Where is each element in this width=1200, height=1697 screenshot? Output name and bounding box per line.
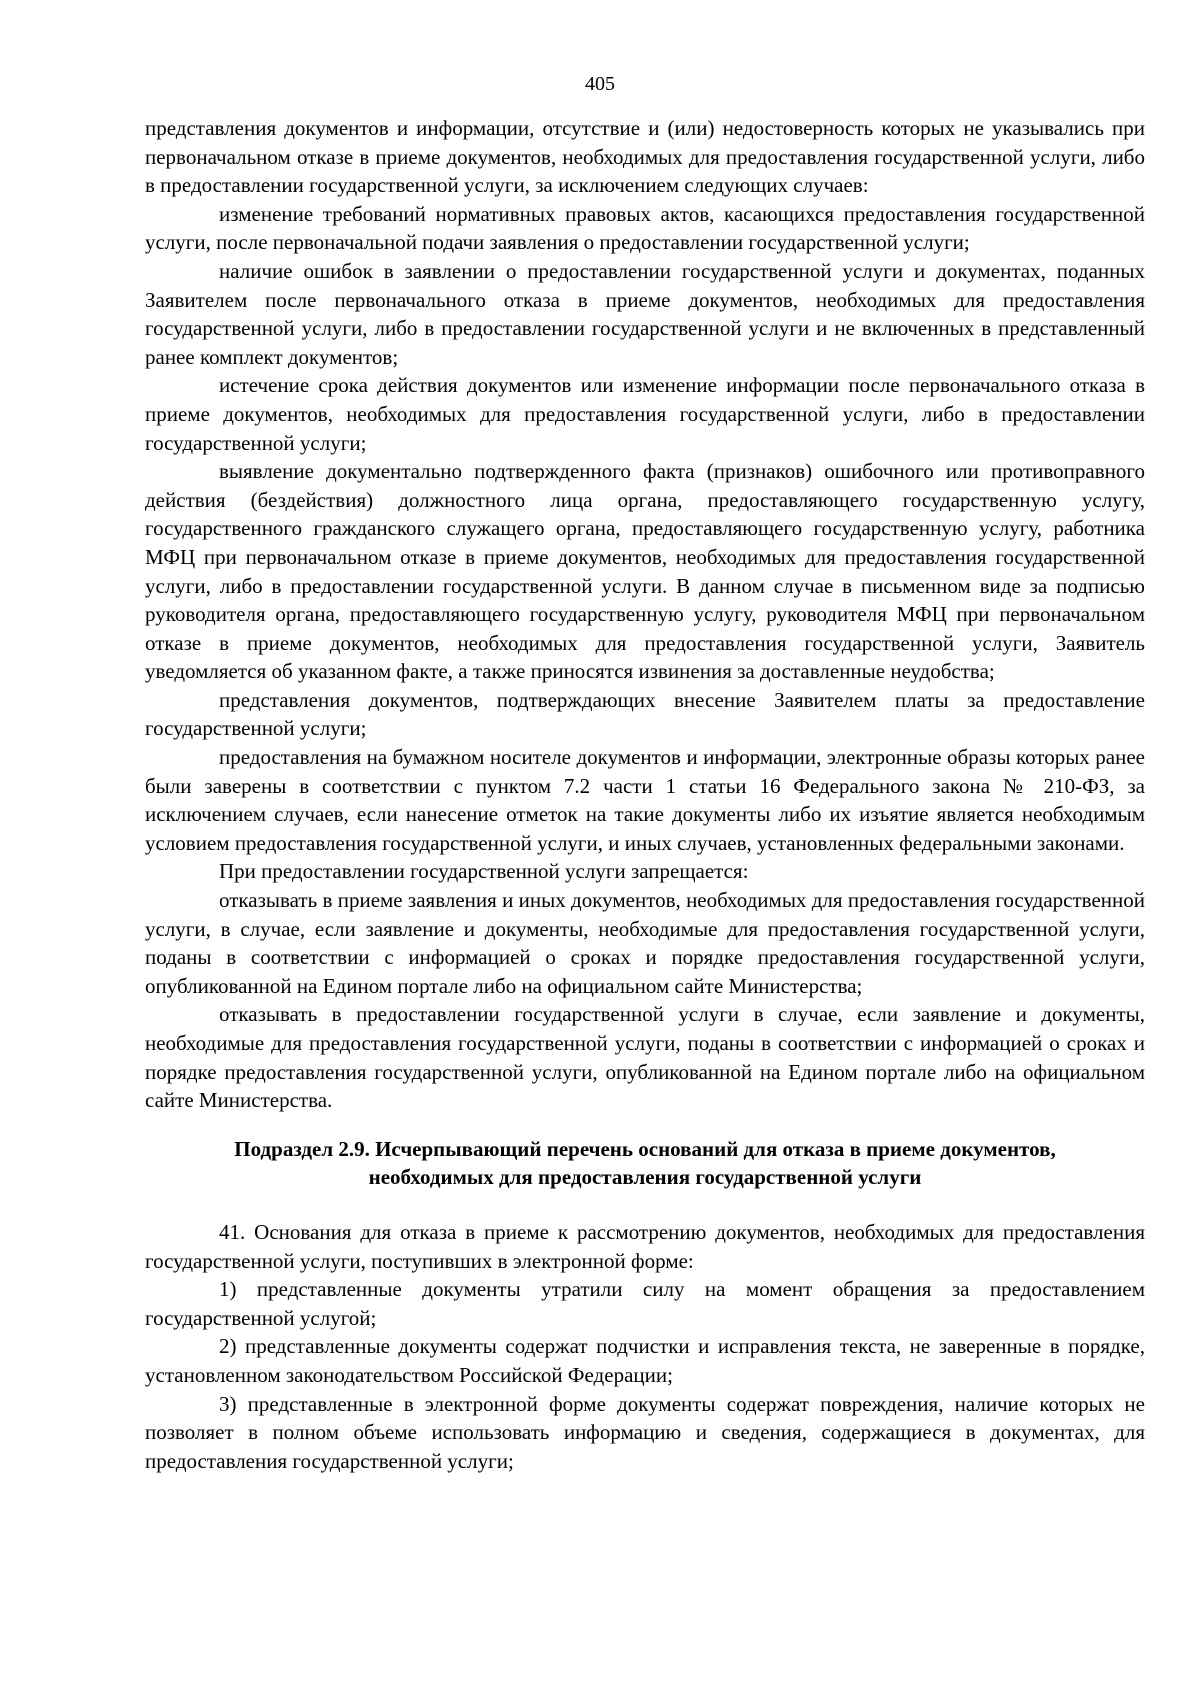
section-heading-line: необходимых для предоставления государственной услуги xyxy=(368,1165,922,1190)
paragraph: отказывать в предоставлении государственной услуги в случае, если заявление и документы, необходимые для предоставления государственной услуги, поданы в соответствии с информацией о сроках и порядке предоставления государственной услуги, опубликованной на Едином портале либо на официальном сайте Министерства. xyxy=(145,1002,1145,1113)
paragraph: изменение требований нормативных правовых актов, касающихся предоставления государственной услуги, после первоначальной подачи заявления о предоставлении государственной услуги; xyxy=(145,201,1145,255)
paragraph: 1) представленные документы утратили силу на момент обращения за предоставлением государственной услугой; xyxy=(145,1277,1145,1330)
section-heading-line: Подраздел 2.9. Исчерпывающий перечень оснований для отказа в приеме документов, xyxy=(234,1136,1056,1161)
page-number: 405 xyxy=(585,73,615,95)
paragraph: предоставления на бумажном носителе документов и информации, электронные образы которых ранее были заверены в соответствии с пунктом 7.2 части 1 статьи 16 Федерального закона № 210-ФЗ, за исключением случаев, если нанесение отметок на такие документы либо их изъятие является необходимым условием предоставления государственной услуги, и иных случаев, установленных федеральными законами. xyxy=(145,745,1145,855)
paragraph: отказывать в приеме заявления и иных документов, необходимых для предоставления государственной услуги, в случае, если заявление и документы, необходимые для предоставления государственной услуги, поданы в соответствии с информацией о сроках и порядке предоставления государственной услуги, опубликованной на Едином портале либо на официальном сайте Министерства; xyxy=(145,888,1145,998)
paragraph: наличие ошибок в заявлении о предоставлении государственной услуги и документах, поданных Заявителем после первоначального отказа в приеме документов, необходимых для предоставления государственной услуги, либо в предоставлении государственной услуги и не включенных в представленный ранее комплект документов; xyxy=(145,258,1145,369)
paragraph: истечение срока действия документов или изменение информации после первоначального отказа в приеме документов, необходимых для предоставления государственной услуги, либо в предоставлении государственной услуги; xyxy=(145,373,1145,455)
paragraph: 41. Основания для отказа в приеме к рассмотрению документов, необходимых для предоставления государственной услуги, поступивших в электронной форме: xyxy=(145,1219,1145,1273)
paragraph: При предоставлении государственной услуги запрещается: xyxy=(219,859,749,884)
paragraph: выявление документально подтвержденного факта (признаков) ошибочного или противоправного действия (бездействия) должностного лица органа, предоставляющего государственную услугу, государственного гражданского служащего органа, предоставляющего государственную услугу, работника МФЦ при первоначальном отказе в приеме документов, необходимых для предоставления государственной услуги, либо в предоставлении государственной услуги. В данном случае в письменном виде за подписью руководителя органа, предоставляющего государственную услугу, руководителя МФЦ при первоначальном отказе в приеме документов, необходимых для предоставления государственной услуги, Заявитель уведомляется об указанном факте, а также приносятся извинения за доставленные неудобства; xyxy=(145,459,1145,684)
paragraph: 2) представленные документы содержат подчистки и исправления текста, не заверенные в порядке, установленном законодательством Российской Федерации; xyxy=(145,1334,1145,1387)
section-heading xyxy=(145,1135,1145,1192)
paragraph: представления документов и информации, отсутствие и (или) недостоверность которых не указывались при первоначальном отказе в приеме документов, необходимых для предоставления государственной услуги, либо в предоставлении государственной услуги, за исключением следующих случаев: xyxy=(145,116,1145,198)
document-body xyxy=(145,114,1145,1475)
paragraph: представления документов, подтверждающих внесение Заявителем платы за предоставление государственной услуги; xyxy=(145,687,1145,741)
paragraph: 3) представленные в электронной форме документы содержат повреждения, наличие которых не позволяет в полном объеме использовать информацию и сведения, содержащиеся в документах, для предоставления государственной услуги; xyxy=(145,1391,1145,1473)
